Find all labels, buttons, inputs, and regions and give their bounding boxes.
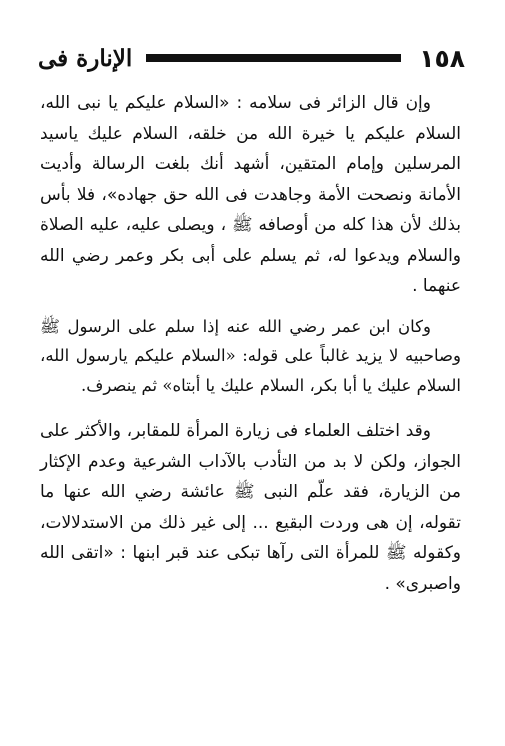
page-body: [40, 88, 461, 599]
page-header: [38, 40, 465, 76]
paragraph-1: وإن قال الزائر فى سلامه : «السلام عليكم يا نبى الله، السلام عليكم يا خيرة الله من خلقه، السلام عليك ياسيد المرسلين وإمام المتقين، أشهد أنك بلغت الرسالة وأديت الأمانة ونصحت الأمة وجاهدت فى الله حق جهاده»، فلا بأس بذلك لأن هذا كله من أوصافه ﷺ ، ويصلى عليه، عليه الصلاة والسلام ويدعوا له، ثم يسلم على أبى بكر وعمر رضي الله عنهما .: [40, 93, 461, 296]
running-title: الإنارة فى: [38, 44, 133, 72]
header-rule: [146, 54, 401, 62]
paragraph-3: وقد اختلف العلماء فى زيارة المرأة للمقابر، والأكثر على الجواز، ولكن لا بد من التأدب بالآداب الشرعية وعدم الإكثار من الزيارة، فقد علّم النبى ﷺ عائشة رضي الله عنها ما تقوله، إن هى وردت البقيع ... إلى غير ذلك من الاستدلالات، وكقوله ﷺ للمرأة التى رآها تبكى عند قبر ابنها : «اتقى الله واصبرى» .: [40, 421, 461, 594]
page-number: ١٥٨: [419, 43, 465, 73]
paragraph-2: وكان ابن عمر رضي الله عنه إذا سلم على الرسول ﷺ وصاحبيه لا يزيد غالباً على قوله: «السلام عليكم يارسول الله، السلام عليك يا أبا بكر، السلام عليك يا أبتاه» ثم ينصرف.: [40, 316, 461, 395]
